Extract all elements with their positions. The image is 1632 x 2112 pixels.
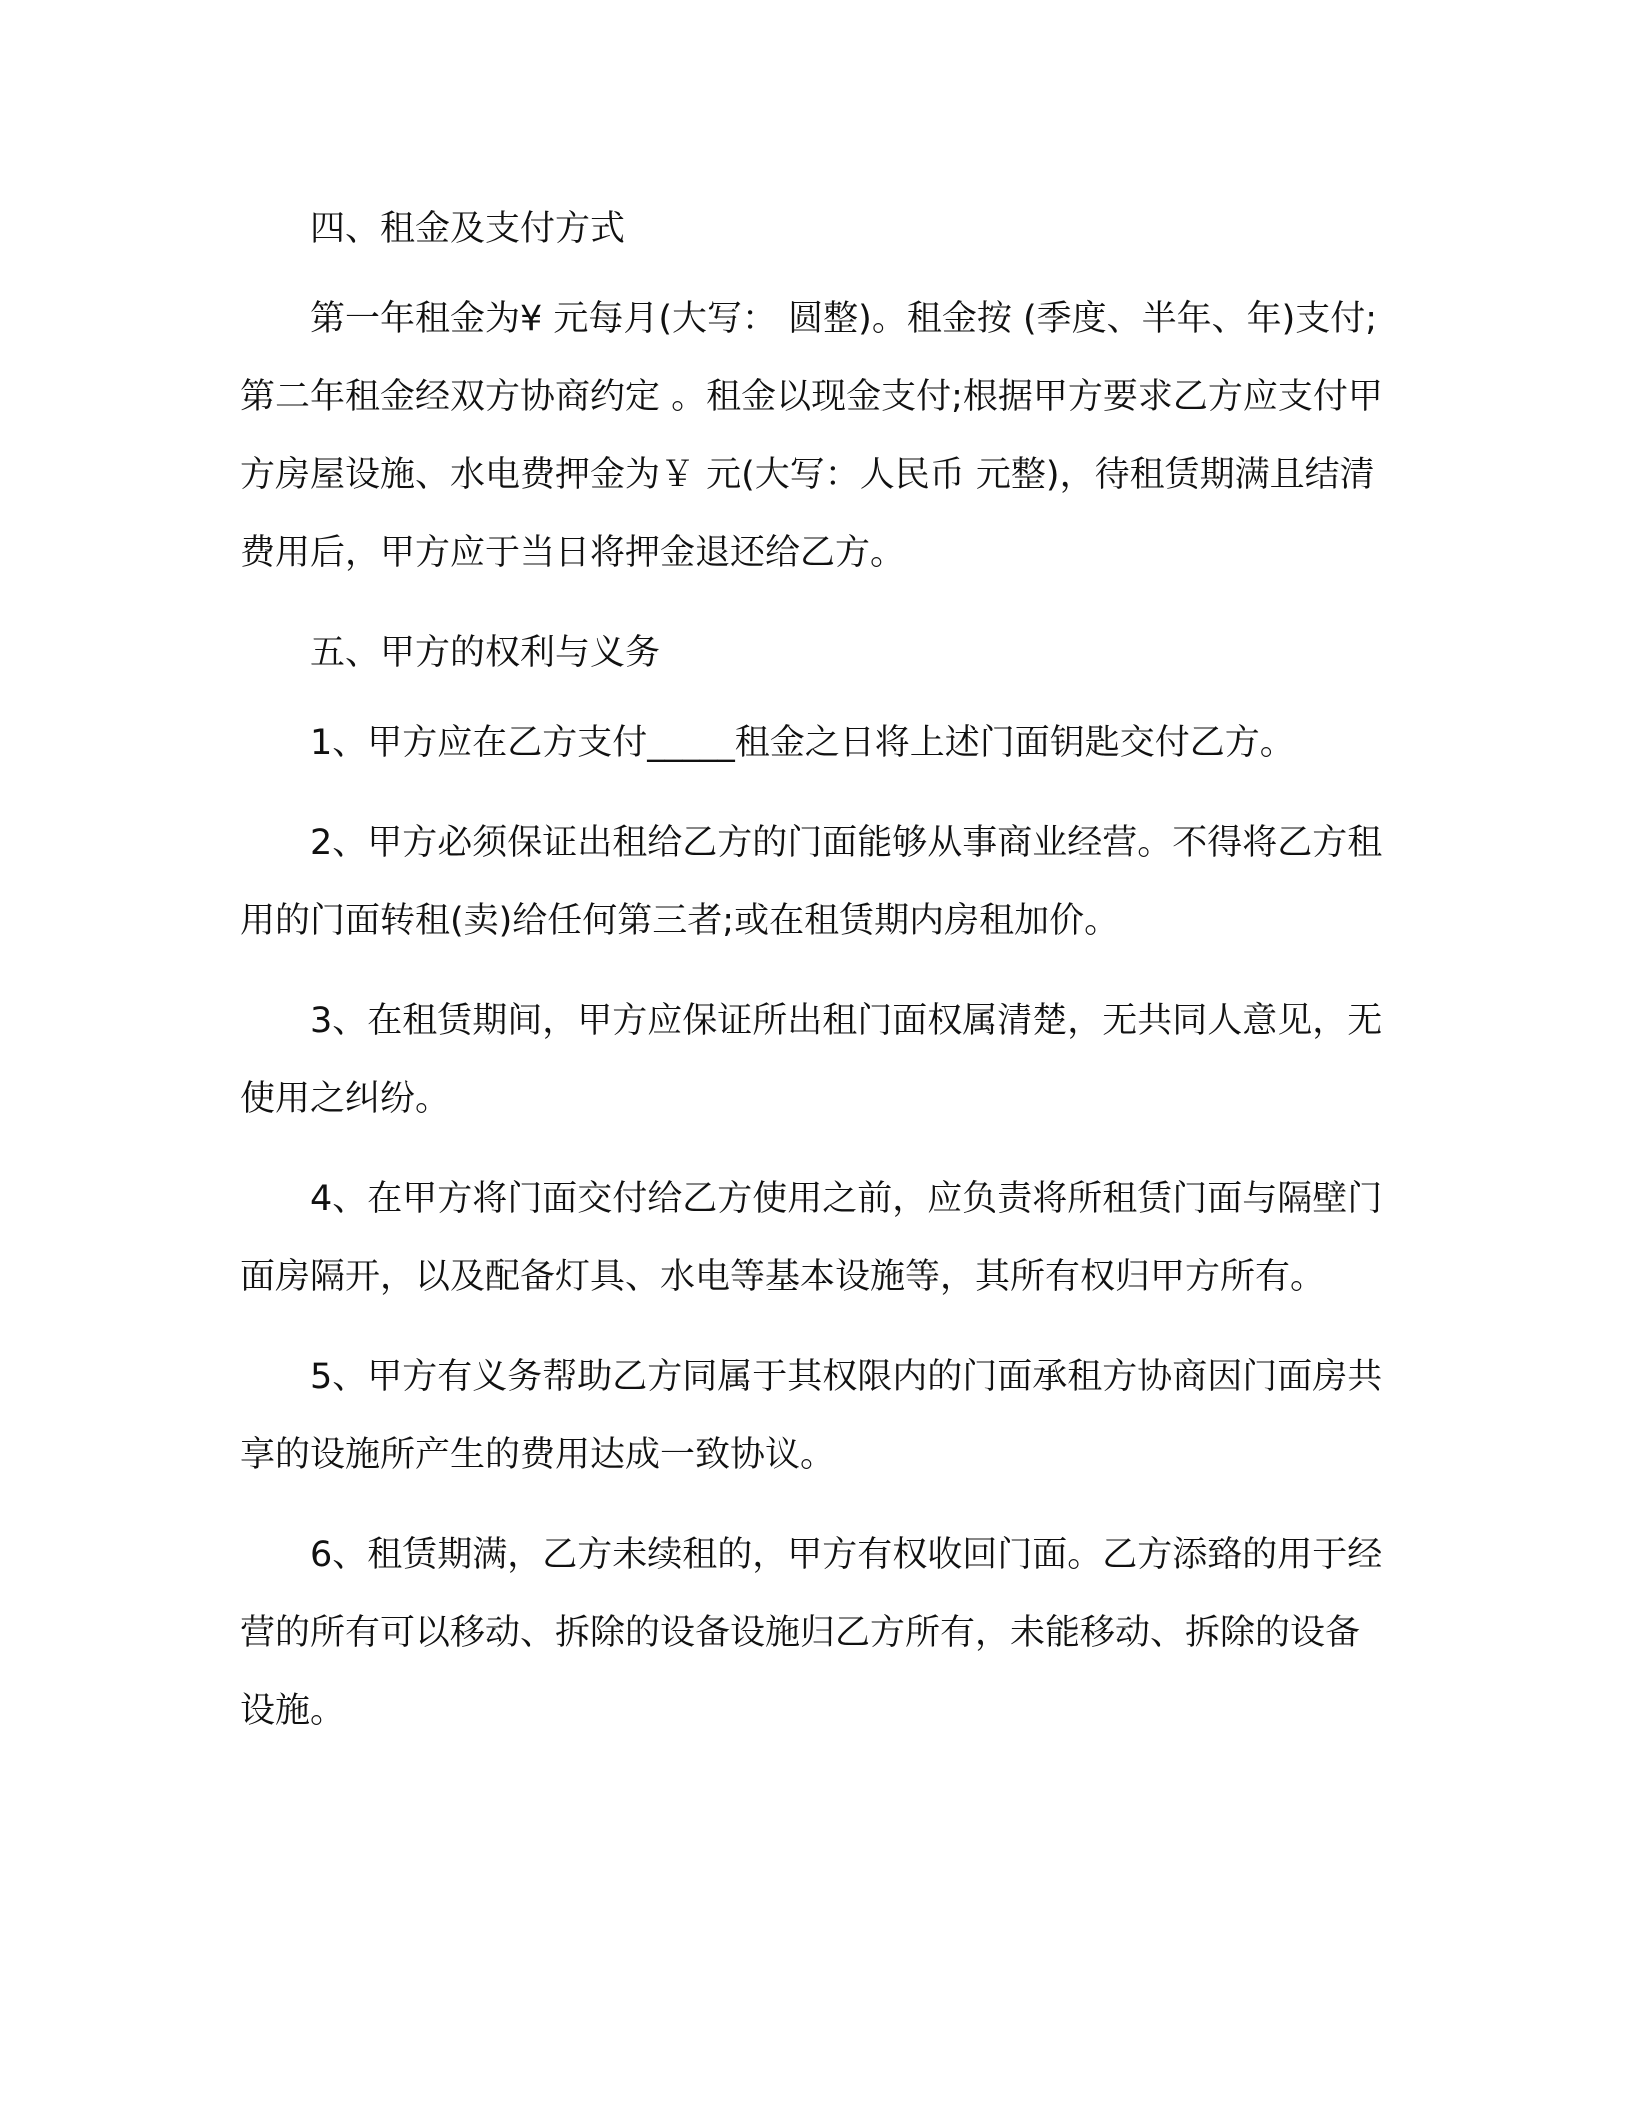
section-5-item-6: 6、租赁期满，乙方未续租的，甲方有权收回门面。乙方添臵的用于经营的所有可以移动、拆除的设备设施归乙方所有，未能移动、拆除的设备设施。 [240,1535,1383,1731]
section-5-heading: 五、甲方的权利与义务 [310,633,661,673]
section-4-heading: 四、租金及支付方式 [310,209,626,249]
section-5-item-1: 1、甲方应在乙方支付_____租金之日将上述门面钥匙交付乙方。 [310,723,1295,763]
section-5-item-2: 2、甲方必须保证出租给乙方的门面能够从事商业经营。不得将乙方租用的门面转租(卖)给任何第三者;或在租赁期内房租加价。 [240,823,1383,941]
document-page [240,190,1390,1750]
section-5-item-5: 5、甲方有义务帮助乙方同属于其权限内的门面承租方协商因门面房共享的设施所产生的费用达成一致协议。 [240,1357,1383,1475]
section-5-item-4: 4、在甲方将门面交付给乙方使用之前，应负责将所租赁门面与隔壁门面房隔开，以及配备灯具、水电等基本设施等，其所有权归甲方所有。 [240,1179,1383,1297]
section-5-item-3: 3、在租赁期间，甲方应保证所出租门面权属清楚，无共同人意见，无使用之纠纷。 [240,1001,1383,1119]
section-4-paragraph: 第一年租金为¥ 元每月(大写： 圆整)。租金按 (季度、半年、年)支付;第二年租金经双方协商约定 。租金以现金支付;根据甲方要求乙方应支付甲方房屋设施、水电费押金为￥ 元(大写：人民币 元整)，待租赁期满且结清费用后，甲方应于当日将押金退还给乙方。 [240,299,1383,573]
